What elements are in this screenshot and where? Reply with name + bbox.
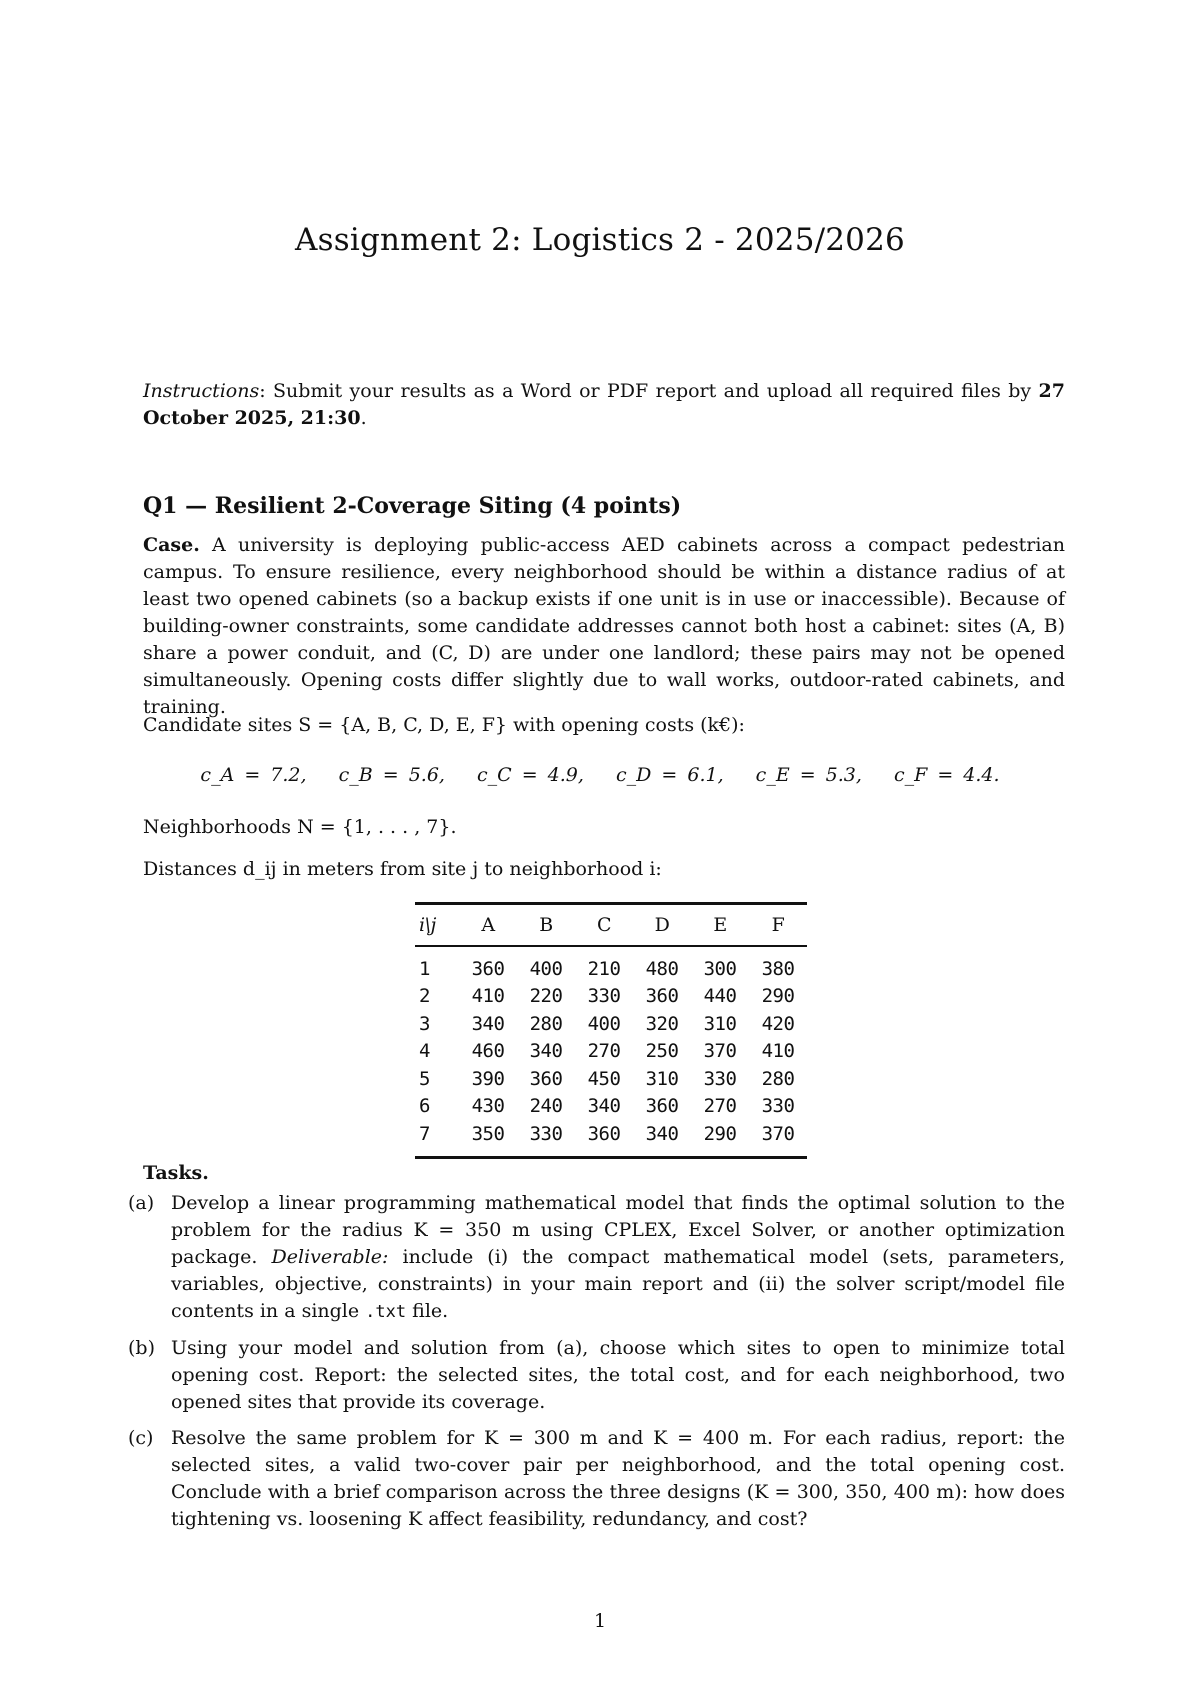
cost-f: c_F = 4.4. [893,764,1000,786]
table-cell: 370 [761,1122,795,1145]
table-cell: 7 [419,1122,430,1145]
table-cell: 250 [645,1040,679,1063]
cost-e: c_E = 5.3, [755,764,862,786]
distances-text: Distances d_ij in meters from site j to neighborhood i: [143,858,662,880]
table-cell: 6 [419,1095,430,1118]
table-cell: 240 [529,1095,563,1118]
case-label: Case. [143,534,200,556]
cost-b: c_B = 5.6, [338,764,445,786]
task-text: Resolve the same problem for K = 300 m and K = 400 m. For each radius, report: the selected sites, a valid two-cover pair per neighborhood, and the total opening cost. Conclude with a brief comparison across the three designs (K = 300, 350, 400 m): how does tightening vs. loosening K affect feasibility, redundancy, and cost? [171,1427,1065,1530]
table-cell: 360 [471,957,505,980]
task-a [128,1190,1065,1326]
case-paragraph [143,532,1065,721]
page-number: 1 [593,1610,607,1632]
table-cell: 390 [471,1067,505,1090]
table-row [415,1038,807,1066]
task-a-text-1: Develop a linear programming mathematical model that finds the optimal solution to the problem for the radius K = 350 m using CPLEX, Excel Solver, or another optimization package. [171,1192,1065,1268]
table-cell: 350 [471,1122,505,1145]
table-cell: 1 [419,957,430,980]
table-cell: 270 [703,1095,737,1118]
table-cell: 370 [703,1040,737,1063]
task-label: (a) [128,1192,155,1214]
table-cell: 340 [587,1095,621,1118]
opening-costs-line [0,764,1200,786]
table-cell: 400 [587,1012,621,1035]
table-header-cell: i\j [419,914,436,936]
txt-extension: .txt [365,1302,407,1322]
instructions-end: . [360,407,367,429]
table-header-cell: E [713,914,727,936]
table-cell: 460 [471,1040,505,1063]
deadline-text: 27 October 2025, 21:30 [143,380,1065,429]
cost-d: c_D = 6.1, [615,764,724,786]
table-cell: 330 [587,985,621,1008]
candidate-sites-text: Candidate sites S = {A, B, C, D, E, F} with opening costs (k€): [143,714,745,736]
table-cell: 340 [645,1122,679,1145]
task-a-text-3: file. [406,1300,449,1322]
table-cell: 300 [703,957,737,980]
table-cell: 330 [761,1095,795,1118]
table-cell: 310 [703,1012,737,1035]
table-cell: 4 [419,1040,430,1063]
task-label: (c) [128,1427,154,1449]
case-text: A university is deploying public-access AED cabinets across a compact pedestrian campus. To ensure resilience, every neighborhood should be within a distance radius of at least two opened cabinets (so a backup exists if one unit is in use or inaccessible). Because of building-owner constraints, some candidate addresses cannot both host a cabinet: sites (A, B) share a power conduit, and (C, D) are under one landlord; these pairs may not be opened simultaneously. Opening costs differ slightly due to wall works, outdoor-rated cabinets, and training. [143,534,1065,718]
table-cell: 400 [529,957,563,980]
table-cell: 280 [761,1067,795,1090]
table-cell: 280 [529,1012,563,1035]
table-cell: 450 [587,1067,621,1090]
task-text [171,1190,1065,1326]
cost-c: c_C = 4.9, [477,764,584,786]
table-header-cell: D [654,914,670,936]
table-row [415,946,807,983]
task-b [128,1335,1065,1416]
tasks-heading: Tasks. [143,1162,209,1184]
table-cell: 430 [471,1095,505,1118]
task-a-text-2: include (i) the compact mathematical model (sets, parameters, variables, objective, constraints) in your main report and (ii) the solver script/model file contents in a single [171,1246,1065,1322]
table-row [415,1010,807,1038]
instructions-text: : Submit your results as a Word or PDF report and upload all required files by [259,380,1039,402]
table-row [415,1093,807,1121]
table-cell: 410 [471,985,505,1008]
table-header-cell: B [539,914,553,936]
table-cell: 320 [645,1012,679,1035]
table-cell: 220 [529,985,563,1008]
page-title: Assignment 2: Logistics 2 - 2025/2026 [295,222,905,258]
table-cell: 290 [761,985,795,1008]
table-cell: 330 [703,1067,737,1090]
table-cell: 330 [529,1122,563,1145]
table-cell: 3 [419,1012,430,1035]
table-cell: 340 [529,1040,563,1063]
table-header-cell: A [481,914,495,936]
table-cell: 380 [761,957,795,980]
table-row [415,1065,807,1093]
table-cell: 480 [645,957,679,980]
task-text: Using your model and solution from (a), choose which sites to open to minimize total opening cost. Report: the selected sites, the total cost, and for each neighborhood, two opened sites that provide its coverage. [171,1337,1065,1413]
table-cell: 360 [587,1122,621,1145]
table-cell: 360 [645,1095,679,1118]
instructions-lead: Instructions [143,380,260,402]
table-cell: 360 [529,1067,563,1090]
table-cell: 2 [419,985,430,1008]
table-cell: 5 [419,1067,430,1090]
table-header-cell: C [596,914,612,936]
table-cell: 440 [703,985,737,1008]
neighborhoods-text: Neighborhoods N = {1, . . . , 7}. [143,816,457,838]
table-cell: 270 [587,1040,621,1063]
deliverable-label: Deliverable: [271,1246,389,1268]
table-header-row [415,904,807,947]
table-header-cell: F [771,914,785,936]
table-cell: 410 [761,1040,795,1063]
table-cell: 290 [703,1122,737,1145]
instructions-paragraph [143,378,1065,432]
distance-table [415,902,807,1159]
task-c [128,1425,1065,1533]
table-cell: 310 [645,1067,679,1090]
table-cell: 360 [645,985,679,1008]
table-row [415,1120,807,1157]
cost-a: c_A = 7.2, [200,764,307,786]
table-cell: 420 [761,1012,795,1035]
q1-heading: Q1 — Resilient 2-Coverage Siting (4 points) [143,493,682,519]
task-label: (b) [128,1337,155,1359]
table-cell: 210 [587,957,621,980]
table-row [415,983,807,1011]
table-cell: 340 [471,1012,505,1035]
